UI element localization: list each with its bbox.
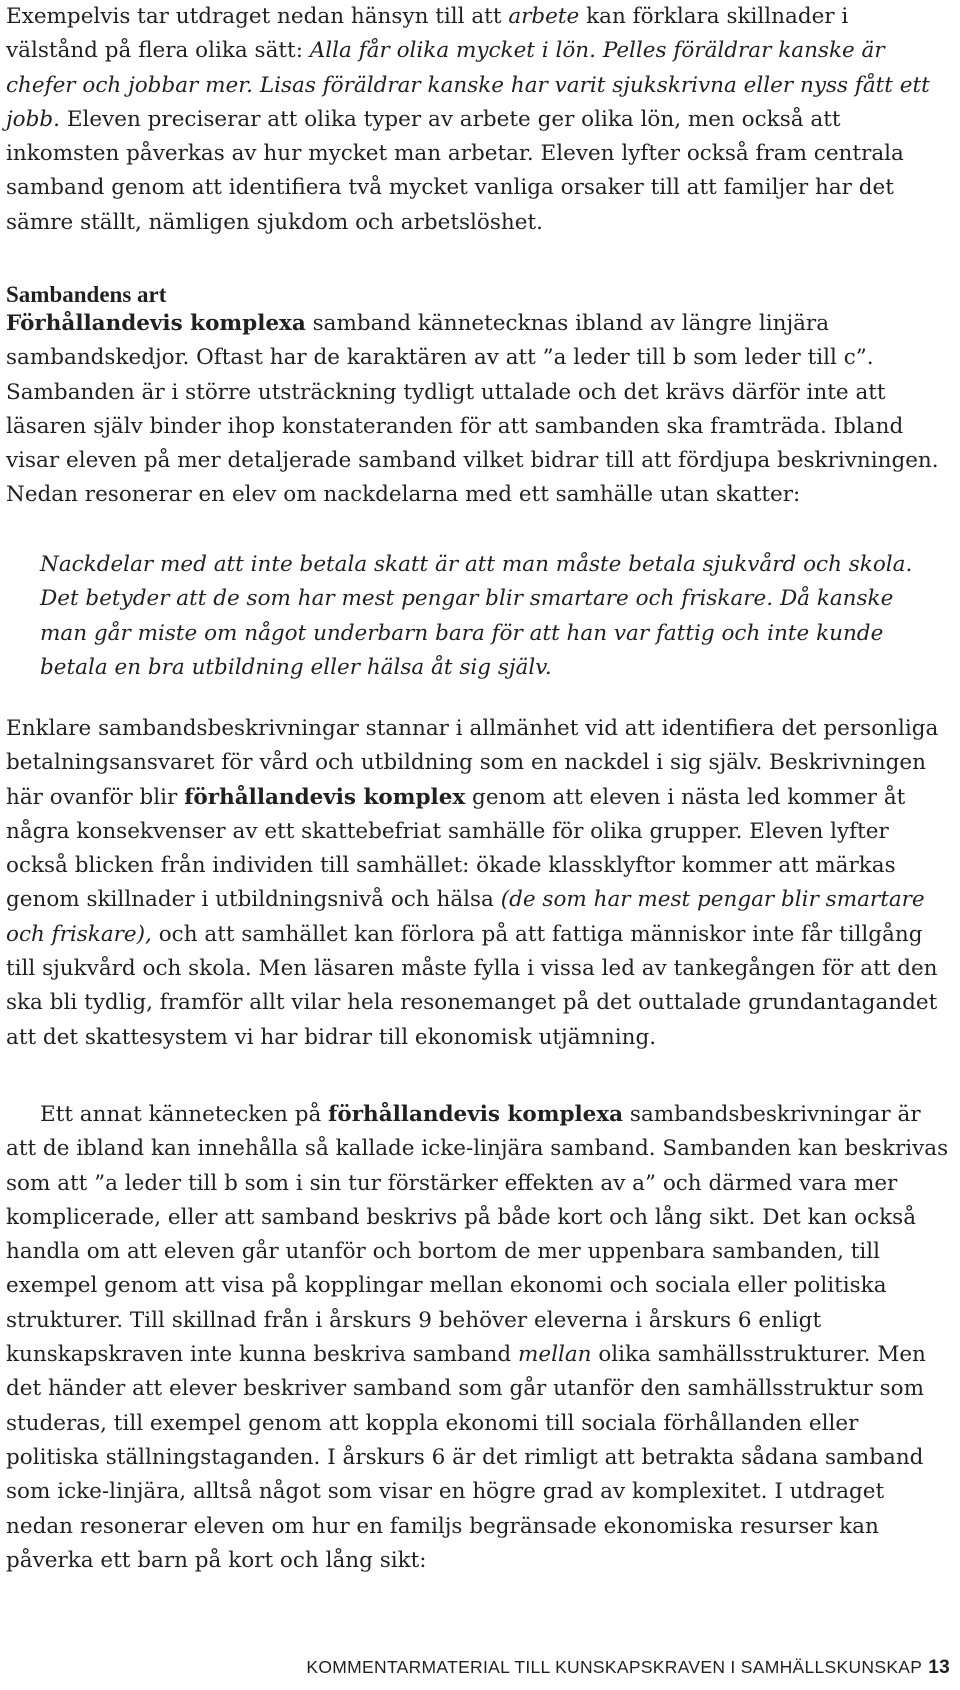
bold-term: förhållandevis komplexa [328,1102,624,1127]
section-heading: Sambandens art [6,282,167,307]
paragraph-complex-relations [6,307,946,513]
student-quote-inline: Alla får olika mycket i lön. Pelles föräldrar kanske är chefer och jobbar mer. Lisas föräldrar kanske har varit sjukskrivna eller nyss fått ett jobb. [6,38,930,132]
text-span: genom att eleven i nästa led kommer åt några konsekvenser av ett skattebefriat samhälle för olika grupper. Eleven lyfter också blicken från individen till samhället: ökade klassklyftor kommer att märkas genom skillnader i utbildningsnivå och hälsa [6,784,906,913]
text-span: sambandsbeskrivningar är att de ibland kan innehålla så kallade icke-linjära samband. Sambanden kan beskrivas som att ”a leder till b som i sin tur förstärker effekten av a” och därmed vara mer komplicerade, eller att samband beskrivs på både kort och lång sikt. Det kan också handla om att eleven går utanför och bortom de mer uppenbara sambanden, till exempel genom att visa på kopplingar mellan ekonomi och sociala eller politiska strukturer. Till skillnad från i årskurs 9 behöver eleverna i årskurs 6 enligt kunskapskraven inte kunna beskriva samband [6,1102,949,1368]
paragraph-intro [6,0,946,240]
italic-term: mellan [517,1342,592,1368]
text-span: kan förklara skillnader i välstånd på flera olika sätt: [6,4,849,64]
bold-term: Förhållandevis komplexa [6,311,306,336]
text-span: samband kännetecknas ibland av längre linjära sambandskedjor. Oftast har de karaktären av att ”a leder till b som leder till c”. Sambanden är i större utsträckning tydligt uttalade och det krävs därför inte att läsaren själv binder ihop konstateranden för att sambanden ska framträda. Ibland visar eleven på mer detaljerade samband vilket bidrar till att fördjupa beskrivningen. Nedan resonerar en elev om nackdelarna med ett samhälle utan skatter: [6,311,939,508]
text-span: Ett annat kännetecken på [40,1102,329,1127]
page-number: 13 [928,1657,950,1678]
text-span: Enklare sambandsbeskrivningar stannar i allmänhet vid att identifiera det personliga betalningsansvaret för vård och utbildning som en nackdel i sig själv. Beskrivningen här ovanför blir [6,716,939,810]
text-span: och att samhället kan förlora på att fattiga människor inte får tillgång till sjukvård och skola. Men läsaren måste fylla i vissa led av tankegången för att den ska bli tydlig, framför allt vilar hela resonemanget på det outtalade grundantagandet att det skattesystem vi har bidrar till ekonomisk utjämning. [6,921,938,1050]
text-span: olika samhällsstrukturer. Men det händer att elever beskriver samband som går utanför den samhällsstruktur som studeras, till exempel genom att koppla ekonomi till sociala förhållanden eller politiska ställningstaganden. I årskurs 6 är det rimligt att betrakta sådana samband som icke-linjära, alltså något som visar en högre grad av komplexitet. I utdraget nedan resonerar eleven om hur en familjs begränsade ekonomiska resurser kan påverka ett barn på kort och lång sikt: [6,1342,926,1573]
text-span: Eleven preciserar att olika typer av arbete ger olika lön, men också att inkomsten påverkas av hur mycket man arbetar. Eleven lyfter också fram centrala samband genom att identifiera två mycket vanliga orsaker till att familjer har det sämre ställt, nämligen sjukdom och arbetslöshet. [6,106,904,235]
paragraph-nonlinear [6,1098,951,1578]
footer-title: KOMMENTARMATERIAL TILL KUNSKAPSKRAVEN I SAMHÄLLSKUNSKAP [306,1657,923,1677]
italic-citation: (de som har mest pengar blir smartare och friskare), [6,887,925,947]
italic-term: arbete [508,4,580,29]
text-span: Exempelvis tar utdraget nedan hänsyn till att [6,4,509,29]
student-quote-block: Nackdelar med att inte betala skatt är att man måste betala sjukvård och skola. Det betyder att de som har mest pengar blir smartare och friskare. Då kanske man går miste om något underbarn bara för att han var fattig och inte kunde betala en bra utbildning eller hälsa åt sig själv. [40,552,913,680]
bold-term: förhållandevis komplex [184,784,466,810]
paragraph-analysis [6,712,951,1055]
page-footer [306,1657,950,1679]
